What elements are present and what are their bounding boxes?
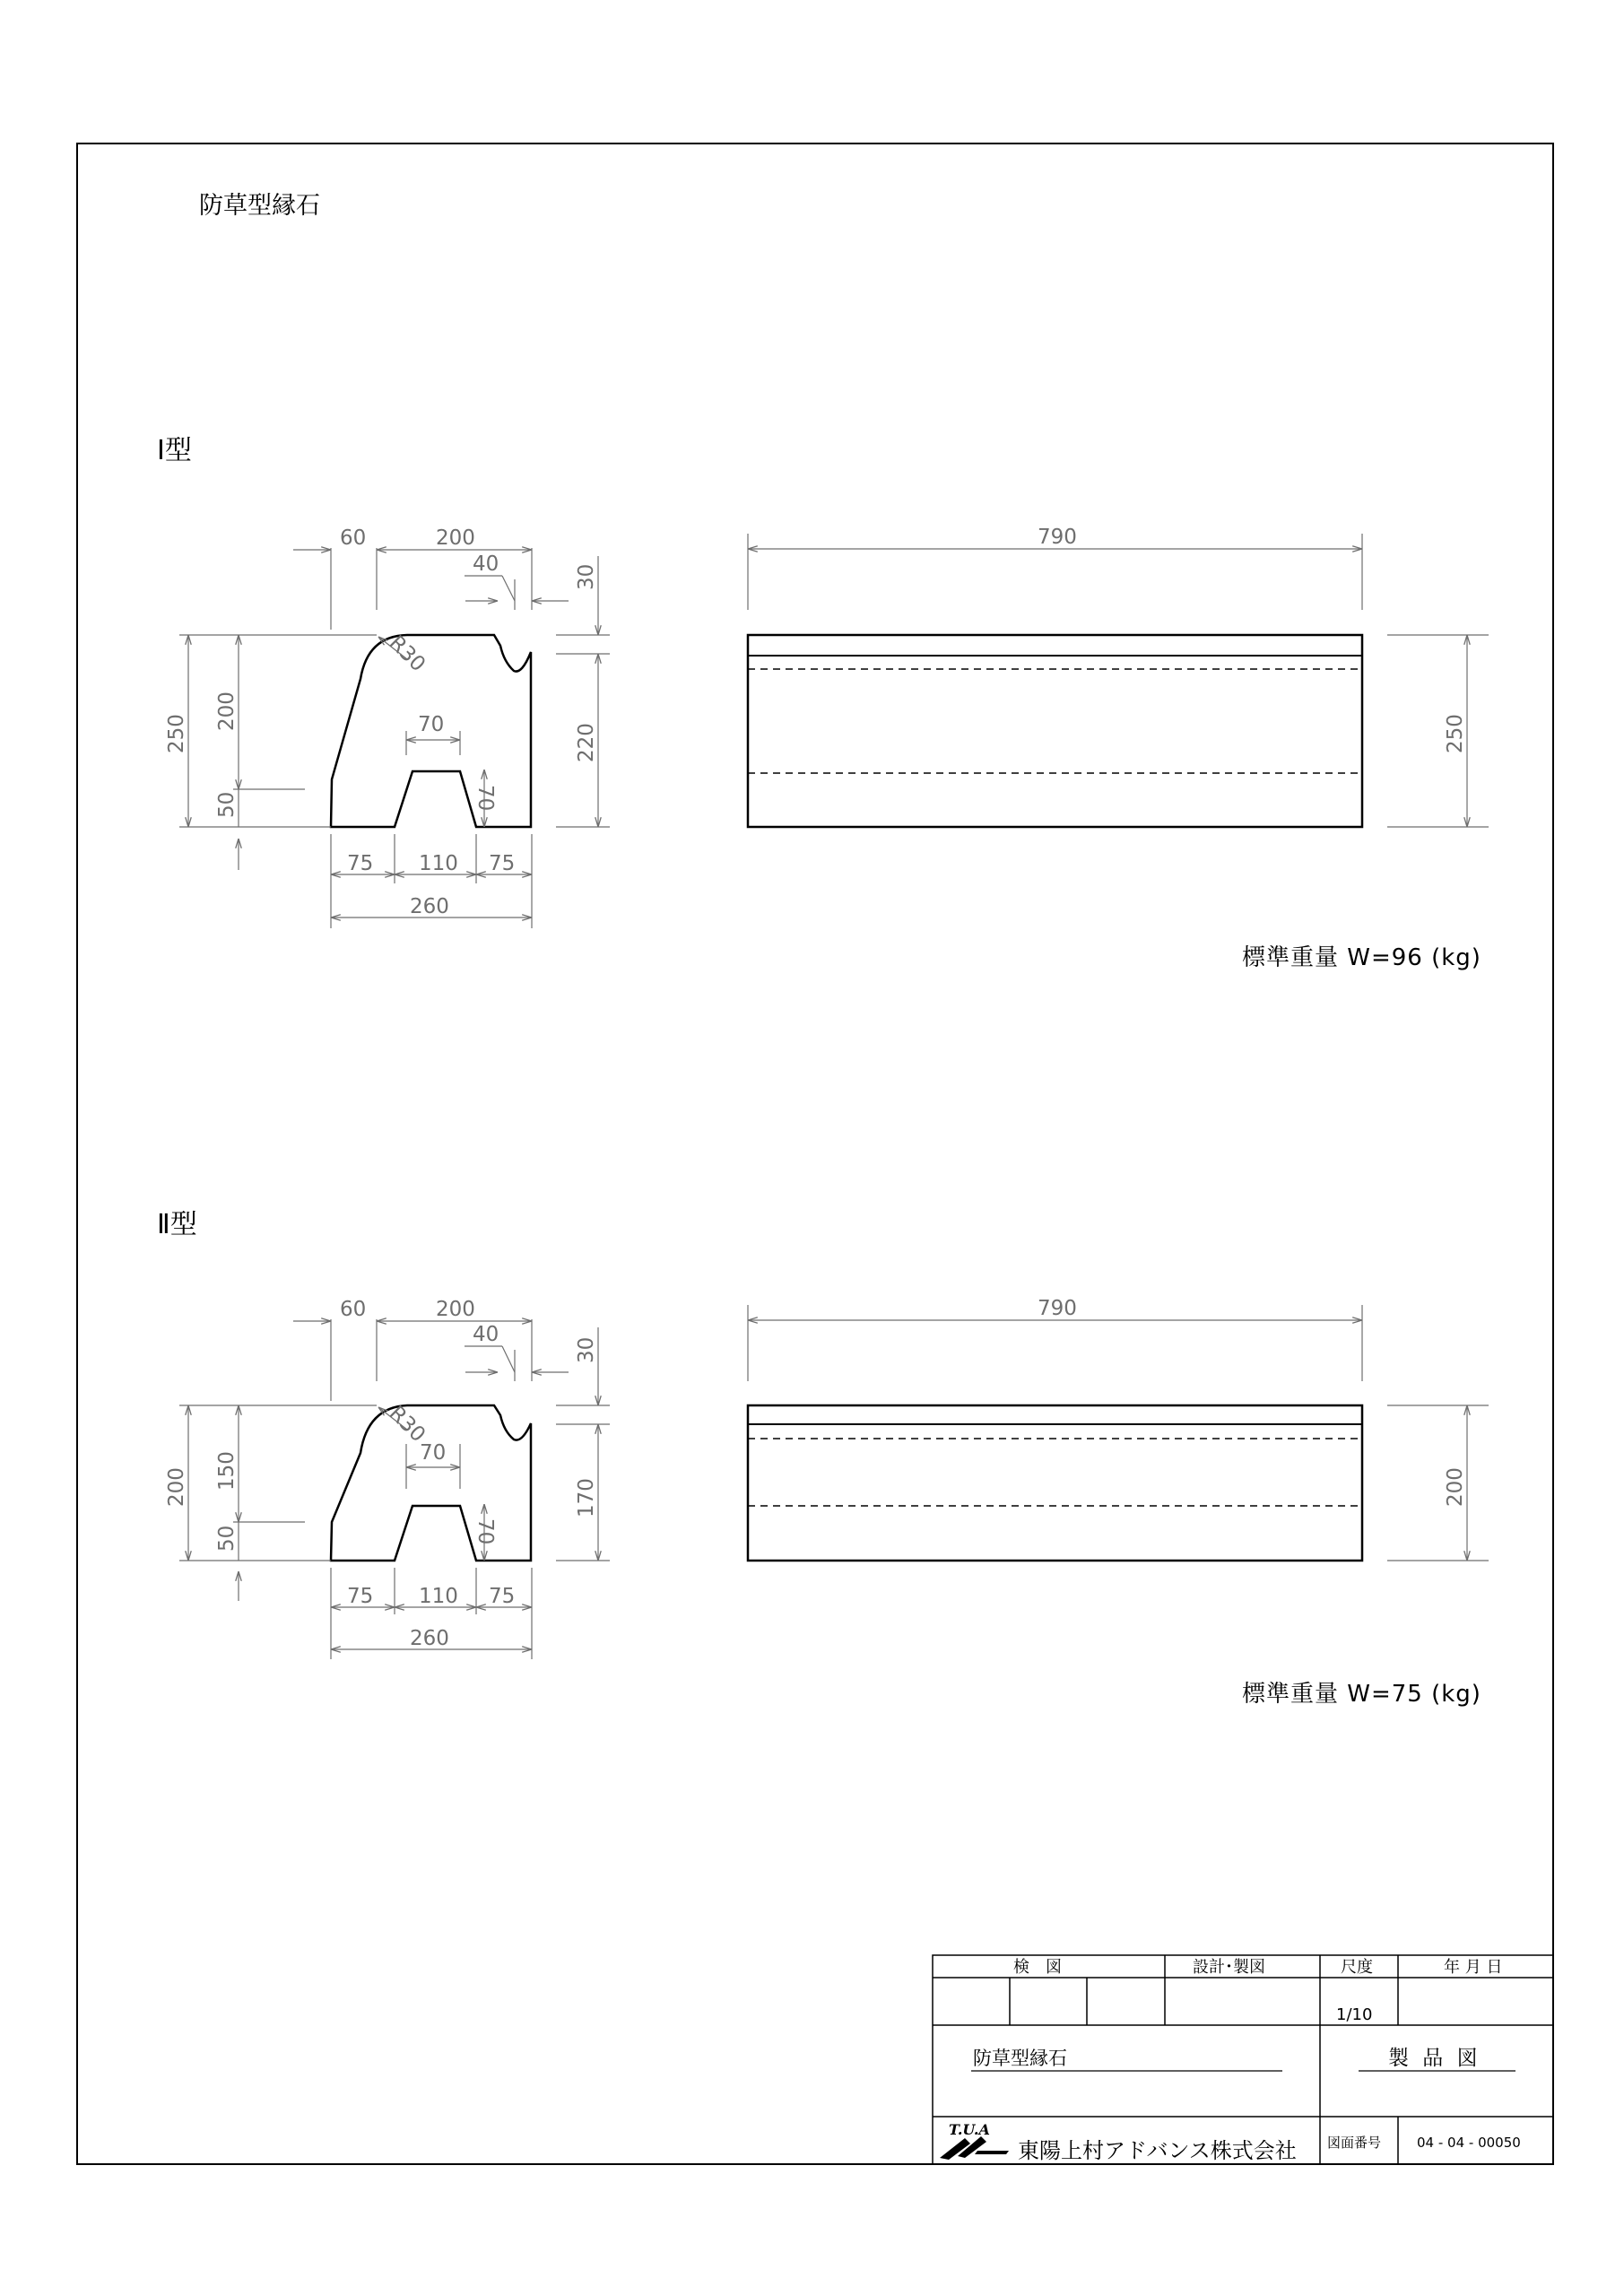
dim-label: R30 xyxy=(384,1401,430,1448)
dim-label: 50 xyxy=(215,791,239,818)
type1-side-view xyxy=(748,635,1362,827)
dim-label: 110 xyxy=(419,852,458,875)
type1-heading: Ⅰ型 xyxy=(157,435,192,466)
dim-label: 30 xyxy=(575,563,598,590)
type1-weight: 標準重量 W=96 (kg) xyxy=(1242,944,1481,971)
drawing-kind: 製 品 図 xyxy=(1388,2047,1481,2070)
dim-label: 110 xyxy=(419,1585,458,1608)
dim-label: 790 xyxy=(1038,1297,1077,1320)
type1-side-outline xyxy=(748,635,1362,827)
page-title: 防草型縁石 xyxy=(199,192,320,220)
dim-label: 200 xyxy=(436,1298,475,1321)
company-name: 東陽上村アドバンス株式会社 xyxy=(1018,2138,1297,2163)
drawing-name: 防草型縁石 xyxy=(973,2048,1067,2069)
scale-label: 尺度 xyxy=(1341,1958,1373,1977)
company-logo xyxy=(940,2121,1009,2160)
design-label: 設計･製図 xyxy=(1193,1958,1265,1977)
number-label: 図面番号 xyxy=(1327,2135,1382,2151)
scale-value: 1/10 xyxy=(1336,2005,1373,2024)
type2-weight: 標準重量 W=75 (kg) xyxy=(1242,1681,1481,1708)
type1-section-dimensions xyxy=(179,548,610,928)
type2-side-dimensions xyxy=(748,1305,1489,1561)
dim-label: 170 xyxy=(575,1478,598,1518)
dim-label: 250 xyxy=(165,714,188,753)
drawing-number: 04 - 04 - 00050 xyxy=(1417,2135,1521,2151)
svg-text:T.U.A: T.U.A xyxy=(949,2121,990,2138)
date-label: 年 月 日 xyxy=(1444,1958,1503,1977)
dim-label: 260 xyxy=(410,895,449,918)
type2-side-outline xyxy=(748,1405,1362,1561)
dim-label: 60 xyxy=(340,526,367,550)
dim-label: 75 xyxy=(489,852,516,875)
dim-label: 150 xyxy=(215,1451,239,1491)
dim-label: 220 xyxy=(575,723,598,762)
dim-label: 200 xyxy=(1444,1467,1467,1507)
dim-label: 75 xyxy=(347,1585,374,1608)
sheet-border xyxy=(77,144,1553,2164)
dim-label: 40 xyxy=(473,1323,499,1346)
dim-label: 50 xyxy=(215,1525,239,1552)
dim-label: 70 xyxy=(473,785,497,812)
type1-side-dimensions xyxy=(748,534,1489,827)
check-label: 検 図 xyxy=(1013,1958,1062,1977)
type1-section-labels xyxy=(165,526,598,918)
dim-label: 60 xyxy=(340,1298,367,1321)
dim-label: 75 xyxy=(347,852,374,875)
dim-label: R30 xyxy=(384,631,430,677)
dim-label: 200 xyxy=(215,691,239,731)
dim-label: 70 xyxy=(473,1518,497,1545)
type2-section-dimensions xyxy=(179,1319,610,1659)
dim-label: 70 xyxy=(418,713,445,736)
dim-label: 40 xyxy=(473,552,499,576)
type2-heading: Ⅱ型 xyxy=(157,1209,197,1240)
type2-section-labels xyxy=(165,1298,598,1650)
type2-cross-section xyxy=(331,1405,531,1561)
dim-label: 260 xyxy=(410,1627,449,1650)
type2-side-view xyxy=(748,1405,1362,1561)
dim-label: 790 xyxy=(1038,526,1077,549)
dim-label: 30 xyxy=(575,1336,598,1363)
dim-label: 200 xyxy=(165,1467,188,1507)
dim-label: 200 xyxy=(436,526,475,550)
type2-section-outline xyxy=(331,1405,531,1561)
dim-label: 75 xyxy=(489,1585,516,1608)
dim-label: 250 xyxy=(1444,714,1467,753)
dim-label: 70 xyxy=(420,1441,447,1465)
